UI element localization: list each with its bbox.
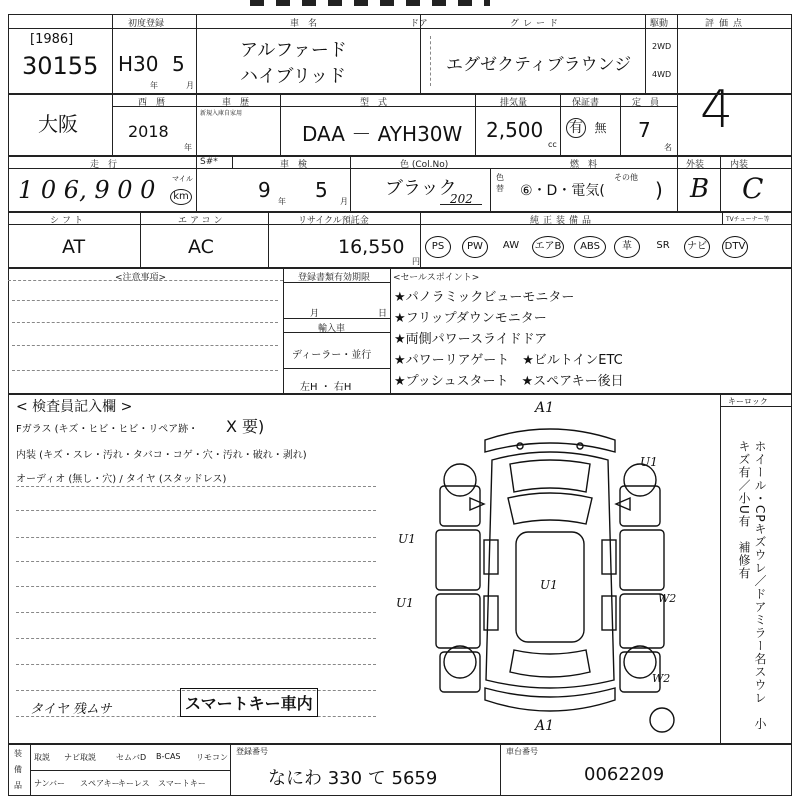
model-year-label: 初度登録 — [128, 19, 165, 29]
equipment-item: 革 — [614, 236, 640, 258]
shift-value: AT — [62, 236, 86, 258]
sales-point: ★プッシュスタート ★スペアキー後日 — [394, 374, 624, 389]
tire-note: タイヤ 残ムサ — [30, 702, 112, 717]
color-value: ブラック — [385, 178, 457, 199]
mark-w2-a: W2 — [658, 592, 677, 605]
equipment-item: DTV — [722, 236, 748, 258]
recycle-unit: 円 — [412, 257, 420, 266]
reg-month: 5 — [172, 52, 185, 76]
car-name-line2: ハイブリッド — [240, 66, 347, 87]
smart-key-note: スマートキー車内 — [180, 688, 318, 717]
keylock-label: キーロック — [728, 397, 768, 406]
color-code: 202 — [450, 192, 473, 206]
shift-label: シフト — [50, 216, 87, 226]
caution-label: <注意事項> — [115, 273, 167, 283]
warranty-no: 無 — [594, 121, 607, 135]
inspection-year-suffix: 年 — [278, 197, 286, 206]
footer-label-b: 備 — [14, 765, 22, 774]
chassis-label: 車台番号 — [506, 747, 538, 756]
equipment-item: PS — [425, 236, 451, 258]
sales-point: ★パワーリアゲート ★ビルトインETC — [394, 353, 623, 368]
footer-item: スペアキー — [80, 779, 120, 788]
footer-item: 取説 — [34, 753, 50, 762]
sales-point: ★両側パワースライドドア — [394, 332, 548, 347]
dealer-parallel: ディーラー・並行 — [292, 350, 372, 361]
mark-u1-c: U1 — [540, 578, 558, 592]
interior-line: 内装 (キズ・スレ・汚れ・タバコ・コゲ・穴・汚れ・破れ・剥れ) — [16, 450, 307, 461]
interior-grade: C — [742, 172, 764, 205]
fuel-text: ⑥・D・電気( — [520, 183, 605, 199]
footer-label-a: 装 — [14, 749, 22, 758]
reg-no-label: 登録番号 — [236, 747, 268, 756]
mark-front: A1 — [535, 400, 555, 416]
mark-u1-d: U1 — [396, 596, 414, 610]
car-name-line1: アルファード — [240, 40, 347, 61]
glass-line: Fガラス (キズ・ヒビ・ヒビ・リペア跡・ — [16, 424, 199, 435]
mile-label: マイル — [172, 175, 193, 183]
km-unit: km — [170, 189, 192, 205]
warranty-yes: 有 — [566, 118, 586, 138]
reg-no: なにわ 330 て 5659 — [268, 768, 438, 789]
equipment-label: 純正装備品 — [530, 216, 596, 226]
seats-label: 定 員 — [632, 98, 660, 108]
top-edge-marks — [250, 0, 490, 6]
sales-point: ★パノラミックビューモニター — [394, 290, 575, 305]
inspector-title: < 検査員記入欄 > — [16, 399, 133, 415]
displacement-unit: cc — [548, 140, 557, 149]
reg-year: H30 — [118, 52, 159, 76]
recycle-value: 16,550 — [338, 236, 405, 258]
import-label: 輸入車 — [318, 324, 346, 334]
grade-label: グレード — [510, 19, 563, 29]
footer-item: リモコン — [196, 753, 228, 762]
tv-tuner-label: TVチューナー等 — [726, 216, 770, 223]
drive-2wd: 2WD — [652, 42, 672, 51]
score-value: 4 — [700, 80, 734, 140]
reg-year-suffix: 年 — [150, 81, 158, 90]
lot-code: [1986] — [30, 32, 74, 47]
footer-item: ナビ取説 — [64, 753, 96, 762]
mileage-label: 走 行 — [90, 160, 118, 170]
equipment-item: ABS — [574, 236, 606, 258]
western-year: 2018 — [128, 122, 169, 141]
drive-label: 駆動 — [650, 19, 669, 29]
reg-month-suffix: 月 — [186, 81, 194, 90]
eval-label: 評価点 — [705, 19, 748, 29]
footer-item: キーレス — [118, 779, 150, 788]
displacement-label: 排気量 — [500, 98, 528, 108]
hand-drive: 左H ・ 右H — [300, 382, 352, 393]
equipment-item: ナビ — [684, 236, 710, 258]
interior-label: 内装 — [730, 160, 749, 170]
sales-points-label: <セールスポイント> — [393, 273, 480, 283]
footer-label-c: 品 — [14, 781, 22, 790]
warranty-label: 保証書 — [572, 98, 600, 108]
inspection-label: 車 検 — [280, 160, 308, 170]
reg-deadline-label: 登録書類有効期限 — [298, 273, 371, 283]
equipment-item: AW — [502, 240, 520, 251]
history-label: 車 歴 — [222, 98, 250, 108]
location: 大阪 — [38, 112, 78, 136]
western-year-label: 西 暦 — [138, 98, 166, 108]
grade-value: エグゼクティブラウンジ — [446, 55, 632, 75]
reg-day-label: 日 — [378, 309, 388, 319]
mark-rear: A1 — [535, 718, 555, 734]
ac-value: AC — [188, 236, 214, 258]
displacement: 2,500 — [486, 118, 544, 142]
fuel-label: 燃 料 — [570, 160, 598, 170]
recycle-label: リサイクル預託金 — [298, 216, 369, 226]
chassis-no: 0062209 — [584, 764, 665, 785]
inspection-year: 9 — [258, 178, 271, 202]
color-label: 色 (Col.No) — [400, 160, 449, 170]
footer-item: B-CAS — [156, 752, 181, 761]
seats: 7 — [638, 118, 651, 142]
ac-label: エアコン — [178, 216, 226, 226]
inspection-month: 5 — [315, 178, 328, 202]
footer-item: スマートキー — [158, 779, 206, 788]
fuel-other-label: その他 — [614, 173, 638, 182]
history-sub: 新規入庫自家用 — [200, 110, 243, 117]
model-code: DAA － AYH30W — [302, 122, 463, 146]
seats-suffix: 名 — [664, 143, 672, 152]
footer-item: セムバD — [116, 753, 147, 762]
car-name-label: 車 名 — [290, 19, 318, 29]
footer-item: ナンバー — [34, 779, 66, 788]
sh-label: S#* — [200, 157, 218, 167]
mileage-value: 1 0 6, 9 0 0 — [18, 176, 156, 204]
model-code-label: 型 式 — [360, 98, 388, 108]
mark-u1-a: U1 — [640, 455, 658, 469]
lot-number: 30155 — [22, 52, 99, 80]
inspection-month-suffix: 月 — [340, 197, 348, 206]
color-change-label: 色替 — [496, 173, 504, 193]
sales-point: ★フリップダウンモニター — [394, 311, 547, 326]
side-note: ホイール・CPキズウレ／ドアミラー名スウレ 小キズ有／小U有 補修有 — [737, 440, 767, 731]
mark-u1-b: U1 — [398, 532, 416, 546]
mark-w2-b: W2 — [652, 672, 671, 685]
reg-month-label: 月 — [310, 309, 320, 319]
glass-mark: X 要) — [226, 417, 265, 436]
equipment-item: PW — [462, 236, 488, 258]
audio-line: オーディオ (無し・穴) / タイヤ (スタッドレス) — [16, 474, 227, 485]
vehicle-damage-diagram — [400, 400, 700, 740]
western-year-suffix: 年 — [184, 143, 192, 152]
fuel-close: ) — [655, 178, 663, 202]
exterior-label: 外装 — [686, 160, 705, 170]
drive-4wd: 4WD — [652, 70, 672, 79]
exterior-grade: B — [690, 174, 710, 204]
equipment-item: SR — [656, 240, 670, 251]
equipment-item: エアB — [532, 236, 564, 258]
door-label: ドア — [410, 19, 428, 29]
